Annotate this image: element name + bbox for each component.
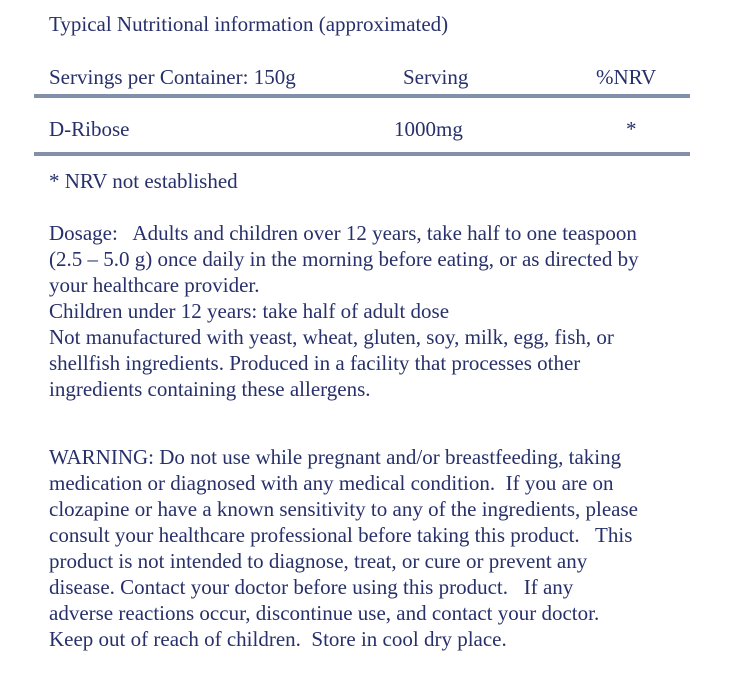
servings-per-container-header: Servings per Container: 150g — [49, 65, 296, 89]
nrv-header: %NRV — [596, 65, 657, 89]
serving-header: Serving — [403, 65, 469, 89]
warning-line: medication or diagnosed with any medical condition. If you are on — [49, 471, 614, 495]
dosage-line: ingredients containing these allergens. — [49, 377, 371, 401]
label-title: Typical Nutritional information (approximated) — [49, 12, 449, 36]
warning-line: disease. Contact your doctor before using this product. If any — [49, 575, 574, 599]
warning-line: clozapine or have a known sensitivity to any of the ingredients, please — [49, 497, 638, 521]
ingredient-name: D-Ribose — [49, 117, 130, 141]
warning-line: Keep out of reach of children. Store in cool dry place. — [49, 627, 507, 651]
ingredient-nrv: * — [626, 117, 637, 141]
dosage-line: shellfish ingredients. Produced in a facility that processes other — [49, 351, 581, 375]
dosage-line: Not manufactured with yeast, wheat, gluten, soy, milk, egg, fish, or — [49, 325, 614, 349]
nrv-footnote: * NRV not established — [49, 169, 238, 193]
dosage-line: your healthcare provider. — [49, 273, 260, 297]
warning-line: adverse reactions occur, discontinue use, and contact your doctor. — [49, 601, 600, 625]
warning-line: consult your healthcare professional before taking this product. This — [49, 523, 633, 547]
warning-line: WARNING: Do not use while pregnant and/or breastfeeding, taking — [49, 445, 622, 469]
ingredient-serving: 1000mg — [394, 117, 463, 141]
warning-section — [49, 444, 709, 652]
header-divider — [34, 94, 690, 98]
dosage-section — [49, 220, 709, 402]
dosage-line: Dosage: Adults and children over 12 years, take half to one teaspoon — [49, 221, 637, 245]
dosage-line: (2.5 – 5.0 g) once daily in the morning before eating, or as directed by — [49, 247, 639, 271]
dosage-line: Children under 12 years: take half of adult dose — [49, 299, 450, 323]
warning-line: product is not intended to diagnose, treat, or cure or prevent any — [49, 549, 588, 573]
table-bottom-divider — [34, 152, 690, 156]
